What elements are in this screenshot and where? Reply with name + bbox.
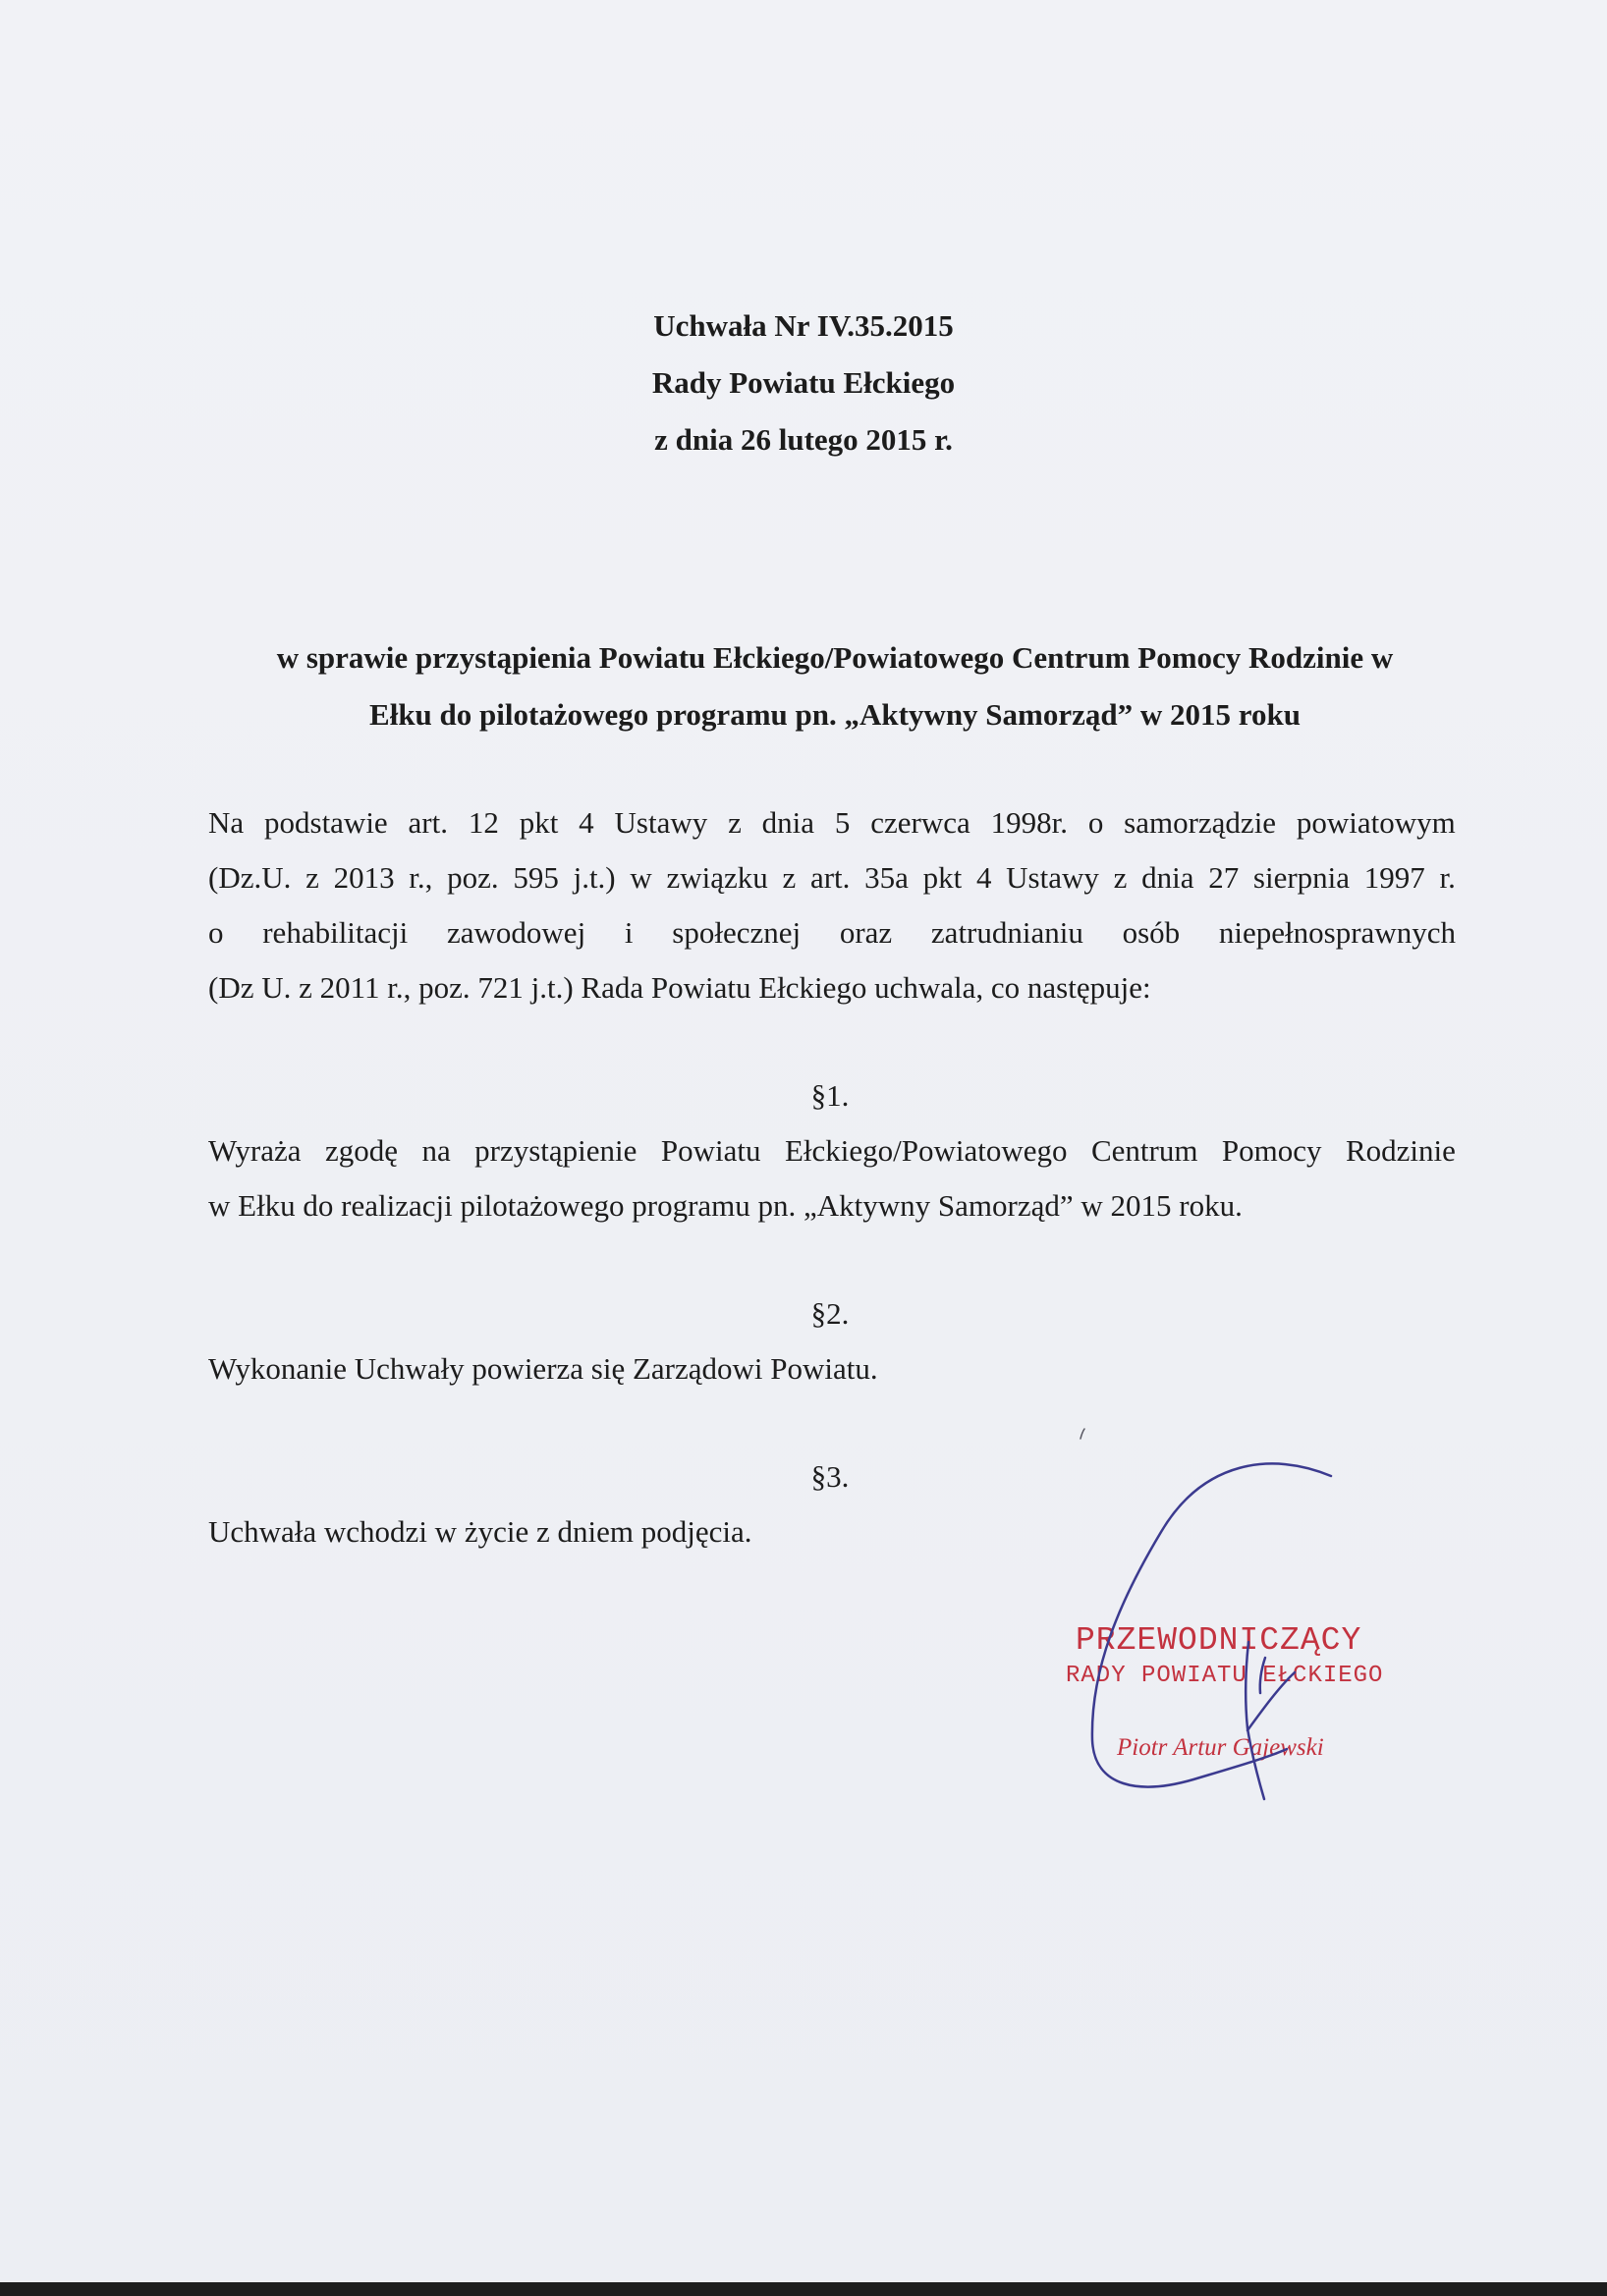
word: (Dz.U. bbox=[208, 860, 292, 895]
word: r. bbox=[1439, 860, 1456, 895]
word: czerwca bbox=[870, 805, 970, 840]
word: niepełnosprawnych bbox=[1218, 915, 1456, 950]
section-2-line-1: Wykonanie Uchwały powierza się Zarządowi Powiatu. bbox=[208, 1351, 878, 1386]
word: związku bbox=[666, 860, 768, 895]
word: zatrudnianiu bbox=[930, 915, 1083, 950]
word: Powiatu bbox=[660, 1133, 761, 1168]
word: 595 bbox=[513, 860, 559, 895]
section-1-line-2: w Ełku do realizacji pilotażowego programu pn. „Aktywny Samorząd” w 2015 roku. bbox=[208, 1188, 1243, 1223]
word: 4 bbox=[975, 860, 992, 895]
word: rehabilitacji bbox=[262, 915, 409, 950]
word: podstawie bbox=[264, 805, 388, 840]
word: oraz bbox=[839, 915, 893, 950]
preamble-line-4: (Dz U. z 2011 r., poz. 721 j.t.) Rada Powiatu Ełckiego uchwala, co następuje: bbox=[208, 970, 1151, 1005]
word: powiatowym bbox=[1296, 805, 1456, 840]
word: Pomocy bbox=[1221, 1133, 1322, 1168]
word: o bbox=[208, 915, 224, 950]
word: 12 bbox=[468, 805, 499, 840]
word: i bbox=[624, 915, 634, 950]
word: Ustawy bbox=[614, 805, 708, 840]
resolution-issuer: Rady Powiatu Ełckiego bbox=[651, 365, 956, 400]
subject-line-2: Ełku do pilotażowego programu pn. „Aktywny Samorząd” w 2015 roku bbox=[369, 697, 1301, 732]
word: społecznej bbox=[672, 915, 802, 950]
section-3-number: §3. bbox=[810, 1459, 850, 1494]
word: Ustawy bbox=[1006, 860, 1099, 895]
word: z bbox=[728, 805, 742, 840]
word: 35a bbox=[864, 860, 909, 895]
word: r., bbox=[409, 860, 433, 895]
word: art. bbox=[809, 860, 851, 895]
word: 1997 bbox=[1363, 860, 1425, 895]
stamp-name: Piotr Artur Gajewski bbox=[1117, 1734, 1324, 1761]
word: 5 bbox=[834, 805, 851, 840]
word: Centrum bbox=[1090, 1133, 1198, 1168]
word: j.t.) bbox=[573, 860, 616, 895]
word: art. bbox=[408, 805, 448, 840]
resolution-date: z dnia 26 lutego 2015 r. bbox=[654, 422, 953, 457]
word: 27 bbox=[1208, 860, 1240, 895]
section-3-line-1: Uchwała wchodzi w życie z dniem podjęcia. bbox=[208, 1514, 752, 1549]
stamp-line-2: RADY POWIATU EŁCKIEGO bbox=[1066, 1663, 1384, 1689]
resolution-title: Uchwała Nr IV.35.2015 bbox=[653, 308, 954, 343]
word: 2013 bbox=[333, 860, 395, 895]
subject-line-1: w sprawie przystąpienia Powiatu Ełckiego/Powiatowego Centrum Pomocy Rodzinie w bbox=[276, 640, 1394, 675]
word: dnia bbox=[761, 805, 815, 840]
word: przystąpienie bbox=[474, 1133, 637, 1168]
section-2-number: §2. bbox=[810, 1296, 850, 1331]
scan-edge bbox=[0, 2282, 1607, 2296]
word: pkt bbox=[922, 860, 963, 895]
word: Wyraża bbox=[208, 1133, 302, 1168]
word: pkt bbox=[519, 805, 559, 840]
section-1-number: §1. bbox=[810, 1078, 850, 1113]
word: zgodę bbox=[324, 1133, 398, 1168]
word: Na bbox=[208, 805, 245, 840]
word: Ełckiego/Powiatowego bbox=[784, 1133, 1068, 1168]
word: zawodowej bbox=[447, 915, 586, 950]
word: Rodzinie bbox=[1346, 1133, 1456, 1168]
word: na bbox=[421, 1133, 451, 1168]
word: poz. bbox=[447, 860, 499, 895]
word: o bbox=[1087, 805, 1104, 840]
word: dnia bbox=[1141, 860, 1194, 895]
word: z bbox=[782, 860, 797, 895]
word: z bbox=[1113, 860, 1128, 895]
word: samorządzie bbox=[1124, 805, 1277, 840]
stamp-line-1: PRZEWODNICZĄCY bbox=[1076, 1622, 1362, 1659]
word: osób bbox=[1122, 915, 1181, 950]
word: w bbox=[630, 860, 652, 895]
word: sierpnia bbox=[1252, 860, 1351, 895]
word: 1998r. bbox=[990, 805, 1068, 840]
word: z bbox=[305, 860, 319, 895]
word: 4 bbox=[579, 805, 594, 840]
